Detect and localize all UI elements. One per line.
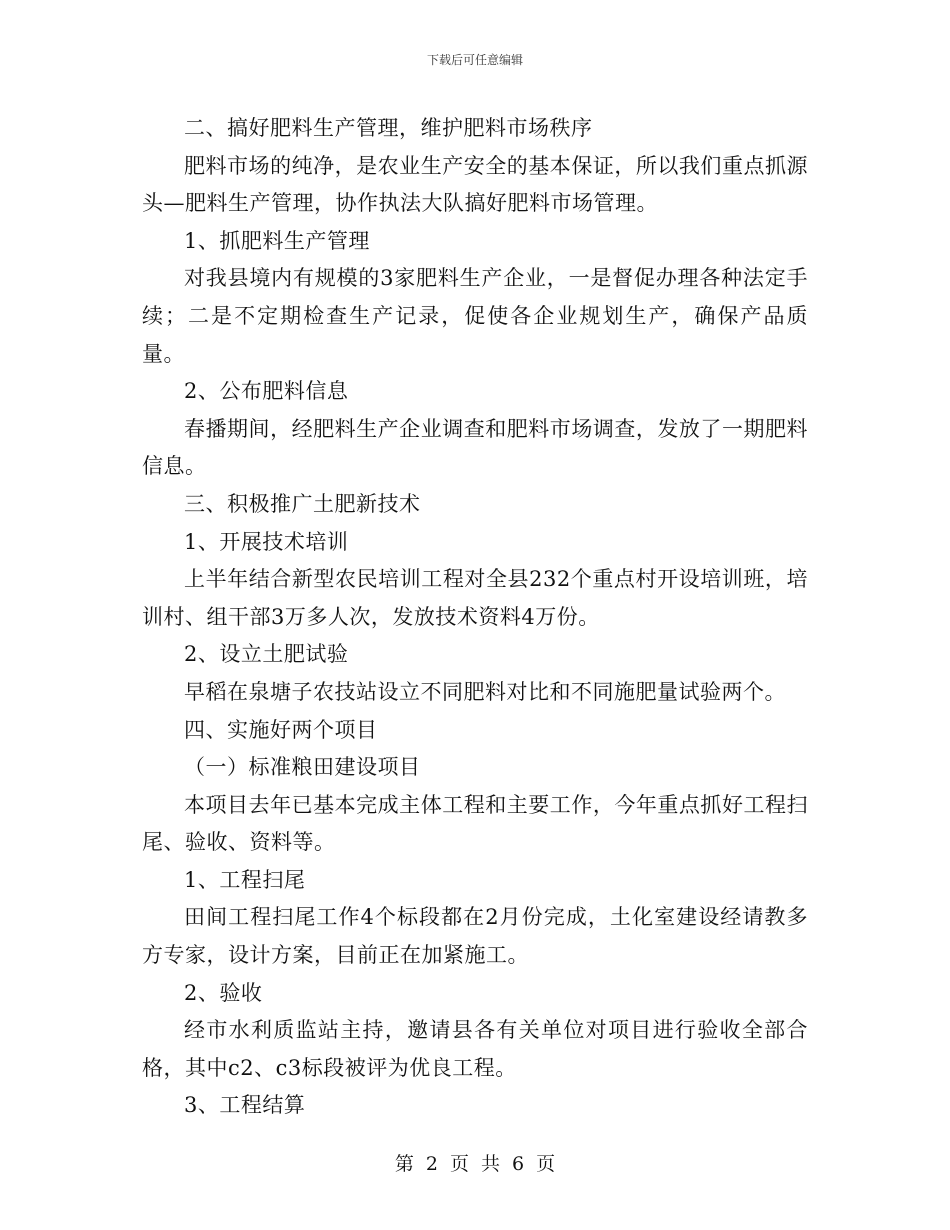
subsection-heading: 2、验收 xyxy=(184,980,263,1005)
page-header: 下载后可任意编辑 xyxy=(426,53,523,67)
paragraph: 上半年结合新型农民培训工程对全县232个重点村开设培训班，培训村、组干部3万多人次，发放技术资料4万份。 xyxy=(142,567,808,629)
subsection-heading: 2、设立土肥试验 xyxy=(184,642,349,667)
subsection-heading: 2、公布肥料信息 xyxy=(184,379,349,404)
subsection-heading: 1、工程扫尾 xyxy=(184,867,306,892)
paragraph: 本项目去年已基本完成主体工程和主要工作，今年重点抓好工程扫尾、验收、资料等。 xyxy=(142,792,808,855)
paragraph: 经市水利质监站主持，邀请县各有关单位对项目进行验收全部合格，其中c2、c3标段被评为优良工程。 xyxy=(142,1018,808,1080)
paragraph: 春播期间，经肥料生产企业调查和肥料市场调查，发放了一期肥料信息。 xyxy=(142,416,808,479)
paragraph: 对我县境内有规模的3家肥料生产企业，一是督促办理各种法定手续；二是不定期检查生产记录，促使各企业规划生产，确保产品质量。 xyxy=(142,266,808,366)
section-heading: 四、实施好两个项目 xyxy=(184,717,378,742)
subsection-heading: 1、开展技术培训 xyxy=(184,529,349,554)
section-heading: 三、积极推广土肥新技术 xyxy=(184,491,421,516)
paragraph: 肥料市场的纯净，是农业生产安全的基本保证，所以我们重点抓源头—肥料生产管理，协作执法大队搞好肥料市场管理。 xyxy=(142,153,808,216)
paragraph: 早稻在泉塘子农技站设立不同肥料对比和不同施肥量试验两个。 xyxy=(184,679,786,704)
subsection-heading: 1、抓肥料生产管理 xyxy=(184,228,370,253)
paragraph: 田间工程扫尾工作4个标段都在2月份完成，土化室建设经请教多方专家，设计方案，目前正在加紧施工。 xyxy=(142,905,808,968)
section-heading: 二、搞好肥料生产管理，维护肥料市场秩序 xyxy=(184,116,593,140)
subsection-heading: （一）标准粮田建设项目 xyxy=(184,755,421,780)
subsection-heading: 3、工程结算 xyxy=(184,1093,306,1118)
document-body xyxy=(142,110,808,1125)
page-footer: 第 2 页 共 6 页 xyxy=(394,1153,556,1175)
